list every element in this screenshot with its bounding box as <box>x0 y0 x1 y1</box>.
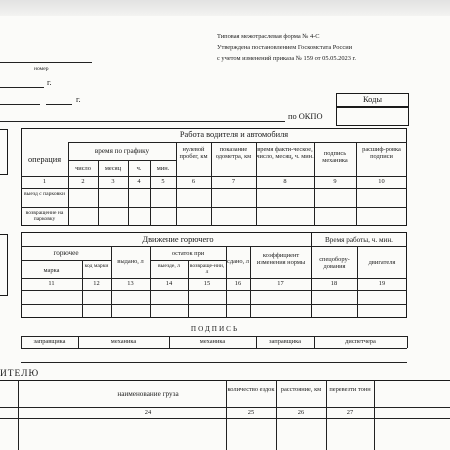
task-table-top <box>0 380 450 381</box>
col-number: 27 <box>346 409 354 416</box>
col-number: 26 <box>297 409 305 416</box>
form-title-line3: с учетом изменений приказа № 159 от 05.05.2023 г. <box>217 55 357 62</box>
signature-decode-header: расшиф-ровка подписи <box>362 146 401 161</box>
minutes-header: мин. <box>156 165 170 172</box>
okpo-code-box[interactable] <box>336 107 409 126</box>
work-header-bottom <box>21 176 407 177</box>
col-number: 1 <box>42 178 47 185</box>
task-col-divider <box>374 380 375 450</box>
col-number: 7 <box>231 178 236 185</box>
handed-header: сдано, л <box>227 258 249 265</box>
schedule-time-header: время по графику <box>94 147 150 155</box>
distance-header: расстояние, км <box>280 386 322 393</box>
engine-header: двигателя <box>368 259 396 266</box>
signature-label: механика <box>110 338 137 345</box>
fuel-worktime-divider <box>311 232 312 318</box>
col-number: 10 <box>378 178 385 185</box>
col-number: 2 <box>81 178 85 185</box>
depart-row-label: выезд с парковки <box>23 191 66 197</box>
work-number-row-bottom <box>21 188 407 189</box>
transport-tons-header: перевезти тонн <box>329 386 371 393</box>
odometer-header: показание одометра, км <box>215 146 252 161</box>
col-number: 15 <box>203 280 211 287</box>
col-number: 3 <box>111 178 115 185</box>
coefficient-header: коэффициент изменения нормы <box>256 252 306 267</box>
fuel-row-1-bottom <box>21 304 407 305</box>
signature-section-title: ПОДПИСЬ <box>190 325 240 333</box>
work-table-title: Работа водителя и автомобиля <box>179 130 289 139</box>
col-number: 12 <box>93 280 100 287</box>
col-number: 19 <box>378 280 386 287</box>
col-number: 8 <box>283 178 287 185</box>
col-number: 18 <box>330 280 338 287</box>
operation-header: операция <box>27 155 62 164</box>
hours-header: ч. <box>136 165 142 172</box>
fuel-title-underline <box>21 246 311 247</box>
date-field-line-1[interactable] <box>0 87 44 88</box>
task-header-bottom <box>0 407 450 408</box>
col-number: 9 <box>333 178 337 185</box>
col-number: 16 <box>234 280 242 287</box>
signature-divider <box>407 336 408 348</box>
signature-label: заправщика <box>33 338 66 345</box>
day-header: число <box>75 165 91 172</box>
fuel-subheader-line <box>21 260 111 261</box>
zero-mileage-header: нулевой пробег, км <box>179 146 208 161</box>
fuel-number-row-bottom <box>21 290 407 291</box>
schedule-sub-line <box>68 160 176 161</box>
number-label: номер <box>34 66 49 72</box>
signature-fill-line[interactable] <box>21 362 407 363</box>
actual-time-header: время факти-ческое, число, месяц, ч. мин. <box>256 146 314 161</box>
issued-header: выдано, л <box>117 258 144 265</box>
col-number: 14 <box>165 280 173 287</box>
mechanic-signature-header: подпись механика <box>322 150 348 165</box>
special-equipment-header: спецобору-дования <box>319 256 350 271</box>
year-suffix-1: г. <box>47 78 52 87</box>
codes-label: Коды <box>362 95 382 104</box>
fuel-header: горючее <box>53 249 79 257</box>
form-title-line2: Утверждена постановлением Госкомстата России <box>217 44 353 51</box>
col-number: 6 <box>191 178 196 185</box>
col-number: 17 <box>277 280 284 287</box>
worktime-title: Время работы, ч. мин. <box>325 236 393 244</box>
task-section-title: ИТЕЛЮ <box>0 369 40 379</box>
form-title-line1: Типовая межотраслевая форма № 4-С <box>217 33 320 40</box>
col-number: 24 <box>144 409 152 416</box>
remainder-depart-header: выезде, л <box>158 263 180 269</box>
organization-field-line[interactable] <box>0 121 285 122</box>
date-field-line-2[interactable] <box>0 104 40 105</box>
signature-label: диспетчера <box>345 338 376 345</box>
col-number: 4 <box>137 178 141 185</box>
fuel-col-divider <box>82 260 83 318</box>
cargo-name-header: наименование груза <box>117 390 179 398</box>
left-partial-box-2 <box>0 234 8 296</box>
signature-bottom-line <box>21 348 407 349</box>
year-suffix-2: г. <box>76 95 81 104</box>
date-field-line-3[interactable] <box>46 104 72 105</box>
left-partial-box-1 <box>0 129 8 175</box>
work-depart-row-bottom <box>21 207 407 208</box>
brand-header: марка <box>43 267 60 274</box>
remainder-return-header: возвраще-нии, л <box>189 263 225 276</box>
col-number: 25 <box>247 409 255 416</box>
signature-label: механика <box>199 338 226 345</box>
return-row-label: возвращение на парковку <box>25 210 64 223</box>
number-field-line[interactable] <box>0 62 92 63</box>
signature-label: заправщика <box>269 338 301 345</box>
trips-count-header: количество ездок <box>227 386 275 393</box>
brand-code-header: код марки <box>84 263 109 269</box>
month-header: месяц <box>104 165 122 172</box>
worktime-title-underline <box>311 246 407 247</box>
fuel-table-title: Движение горючего <box>142 235 214 244</box>
remainder-header: остаток при <box>171 250 205 257</box>
fuel-header-bottom <box>21 278 407 279</box>
col-number: 13 <box>127 280 134 287</box>
col-number: 5 <box>161 178 165 185</box>
task-number-row-bottom <box>0 418 450 419</box>
task-col-divider <box>18 380 19 450</box>
okpo-label: по ОКПО <box>288 112 323 121</box>
top-banner-strip <box>0 0 450 16</box>
col-number: 11 <box>48 280 55 287</box>
